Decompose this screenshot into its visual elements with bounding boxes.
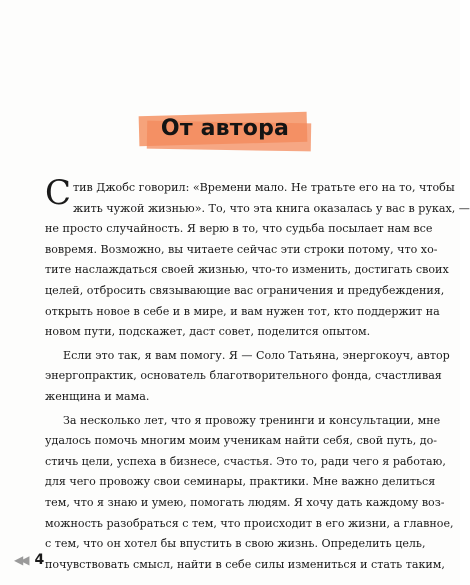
paragraph (45, 173, 470, 343)
page-number: 4 (34, 552, 45, 568)
text-line: можность разобраться с тем, что происходит в его жизни, а главное, (45, 516, 454, 530)
text-line: За несколько лет, что я провожу тренинги и консультации, мне (63, 413, 441, 427)
chapter-title: От автора (160, 116, 290, 141)
drop-cap: С (45, 173, 72, 213)
page-footer (14, 552, 44, 568)
text-line: открыть новое в себе и в мире, и вам нужен тот, кто поддержит на (45, 304, 440, 318)
text-line: удалось помочь многим моим ученикам найти себя, свой путь, до- (45, 434, 438, 448)
text-line: женщина и мама. (45, 389, 150, 403)
text-line: тив Джобс говорил: «Времени мало. Не тратьте его на то, чтобы (73, 181, 455, 194)
back-arrows-icon: ◀◀ (14, 553, 27, 567)
chapter-title-block (139, 108, 311, 154)
text-line: вовремя. Возможно, вы читаете сейчас эти строки потому, что хо- (45, 242, 438, 256)
text-line: Если это так, я вам помогу. Я — Соло Татьяна, энергокоуч, автор (63, 348, 450, 362)
text-line: не просто случайность. Я верю в то, что судьба посылает нам все (45, 222, 433, 236)
text-line: стичь цели, успеха в бизнесе, счастья. Это то, ради чего я работаю, (45, 454, 446, 468)
text-line: новом пути, подскажет, даст совет, поделится опытом. (45, 325, 371, 339)
paragraph (45, 346, 450, 408)
text-line: для чего провожу свои семинары, практики. Мне важно делиться (45, 475, 436, 489)
paragraph (45, 411, 454, 576)
text-line: энергопрактик, основатель благотворительного фонда, счастливая (45, 369, 442, 383)
text-line: жить чужой жизнью». То, что эта книга оказалась у вас в руках, — (73, 201, 470, 215)
text-line: почувствовать смысл, найти в себе силы измениться и стать таким, (45, 557, 445, 571)
text-line: тите наслаждаться своей жизнью, что-то изменить, достигать своих (45, 263, 449, 277)
text-line: с тем, что он хотел бы впустить в свою жизнь. Определить цель, (45, 537, 426, 551)
text-line: тем, что я знаю и умею, помогать людям. Я хочу дать каждому воз- (45, 495, 445, 509)
text-line: целей, отбросить связывающие вас ограничения и предубеждения, (45, 283, 445, 297)
body-text (45, 173, 470, 575)
